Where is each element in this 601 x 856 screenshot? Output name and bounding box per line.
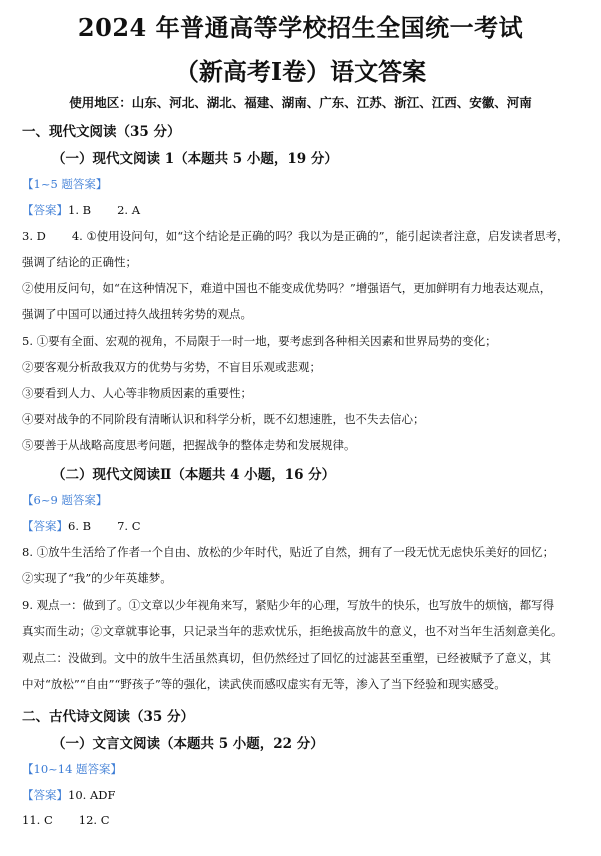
answer-tag: 【答案】 — [22, 203, 68, 217]
q3-4-answer-line — [22, 228, 582, 244]
q9-answer-d: 中对“放松”“自由”“野孩子”等的强化，读武侠而感叹虚实有无等，渗入了当下经验和现实感受。 — [22, 677, 506, 691]
q5-answer-a: 5. ①要有全面、宏观的视角，不局限于一时一地，要考虑到各种相关因素和世界局势的变化； — [22, 334, 497, 348]
q6-answer: 6. B — [68, 519, 92, 533]
q6-9-range-tag: 【6~9 题答案】 — [22, 493, 108, 507]
q8-answer-b: ②实现了“我”的少年英雄梦。 — [22, 571, 172, 585]
q4-answer-a: 4. ①使用设问句，如“这个结论是正确的吗？我以为是正确的”，能引起读者注意，启发读者思考， — [71, 229, 569, 243]
q10-answer: 10. ADF — [68, 788, 116, 802]
answer-tag: 【答案】 — [22, 519, 68, 533]
document-subtitle: （新高考Ⅰ卷）语文答案 — [174, 57, 427, 86]
section1-heading: 一、现代文阅读（35 分） — [22, 124, 181, 140]
q5-answer-d: ④要对战争的不同阶段有清晰认识和科学分析，既不幻想速胜，也不失去信心； — [22, 412, 425, 426]
q1-answer: 1. B — [68, 203, 92, 217]
q12-answer: 12. C — [78, 813, 110, 827]
q1-5-range-tag: 【1~5 题答案】 — [22, 177, 108, 191]
q5-answer-c: ③要看到人力、人心等非物质因素的重要性； — [22, 386, 252, 400]
q4-answer-d: 强调了中国可以通过持久战扭转劣势的观点。 — [22, 307, 252, 321]
section1-part2-heading: （二）现代文阅读Ⅱ（本题共 4 小题，16 分） — [52, 467, 336, 483]
q9-answer-b: 真实而生动；②文章就事论事，只记录当年的悲欢忧乐，拒绝拔高放牛的意义，也不对当年生活刻意美化。 — [22, 624, 563, 638]
q7-answer: 7. C — [117, 519, 141, 533]
q4-answer-b: 强调了结论的正确性； — [22, 255, 137, 269]
q1-2-answer-line — [22, 202, 582, 218]
document-title: 2024 年普通高等学校招生全国统一考试 — [77, 13, 524, 42]
q11-answer: 11. C — [22, 813, 53, 827]
q10-14-range-tag: 【10~14 题答案】 — [22, 762, 123, 776]
answer-tag: 【答案】 — [22, 788, 68, 802]
section2-heading: 二、古代诗文阅读（35 分） — [22, 709, 194, 725]
q8-answer-a: 8. ①放牛生活给了作者一个自由、放松的少年时代，贴近了自然，拥有了一段无忧无虑快乐美好的回忆； — [22, 545, 555, 559]
q5-answer-b: ②要客观分析敌我双方的优势与劣势，不盲目乐观或悲观； — [22, 360, 321, 374]
q5-answer-e: ⑤要善于从战略高度思考问题，把握战争的整体走势和发展规律。 — [22, 438, 356, 452]
q3-answer: 3. D — [22, 229, 46, 243]
q4-answer-c: ②使用反问句，如“在这种情况下，难道中国也不能变成优势吗？”增强语气，更加鲜明有力地表达观点， — [22, 281, 552, 295]
usage-regions: 使用地区：山东、河北、湖北、福建、湖南、广东、江苏、浙江、江西、安徽、河南 — [69, 95, 532, 110]
section2-part1-heading: （一）文言文阅读（本题共 5 小题，22 分） — [52, 736, 324, 752]
q9-answer-a: 9. 观点一：做到了。①文章以少年视角来写，紧贴少年的心理，写放牛的快乐，也写放牛的烦恼，都写得 — [22, 598, 555, 612]
section1-part1-heading: （一）现代文阅读 1（本题共 5 小题，19 分） — [52, 151, 338, 167]
q10-answer-line — [22, 787, 582, 803]
q11-12-answer-line — [22, 813, 582, 827]
q9-answer-c: 观点二：没做到。文中的放牛生活虽然真切，但仍然经过了回忆的过滤甚至重塑，已经被赋予了意义，其 — [22, 651, 551, 665]
q6-7-answer-line — [22, 518, 582, 534]
q2-answer: 2. A — [117, 203, 141, 217]
